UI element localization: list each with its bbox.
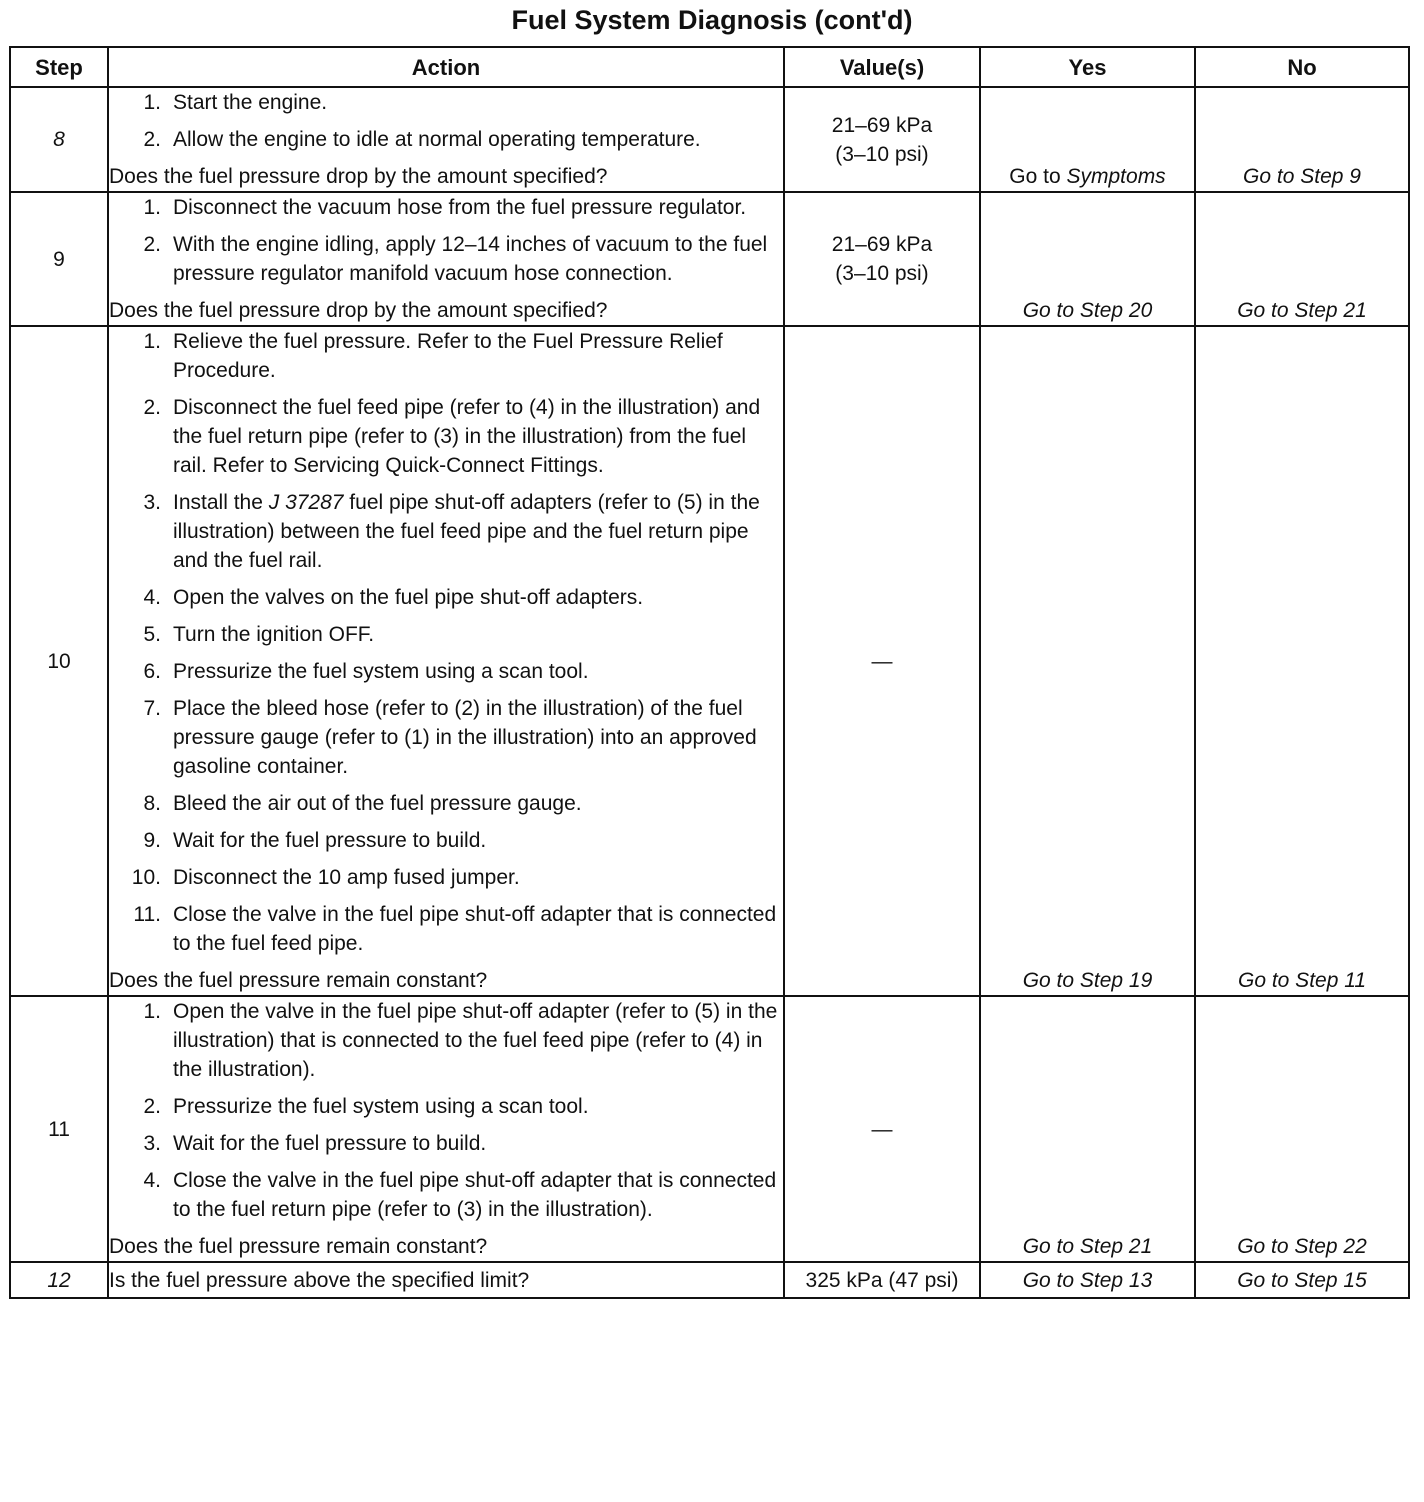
- list-item: 3. Wait for the fuel pressure to build.: [143, 1132, 487, 1155]
- no-link[interactable]: Go to Step 15: [1195, 1262, 1409, 1298]
- step-number: 8: [10, 87, 108, 192]
- table-row-step-12: [10, 1262, 1409, 1298]
- action-list: [109, 997, 783, 1224]
- table-row-step-10: [10, 326, 1409, 996]
- list-item: 5. Turn the ignition OFF.: [143, 623, 375, 646]
- value-cell: —: [784, 326, 980, 996]
- value-cell: —: [784, 996, 980, 1262]
- table-row-step-8: [10, 87, 1409, 192]
- action-list: [109, 193, 783, 288]
- table-row-step-9: [10, 192, 1409, 326]
- header-yes: Yes: [980, 47, 1195, 87]
- value-cell: 21–69 kPa (3–10 psi): [784, 192, 980, 326]
- list-item: 4. Close the valve in the fuel pipe shut-off adapter that is connected to the fuel return pipe (refer to (3) in the illustration).: [143, 1169, 777, 1221]
- action-cell: [108, 87, 784, 192]
- table-header-row: [10, 47, 1409, 87]
- header-value: Value(s): [784, 47, 980, 87]
- question: Is the fuel pressure above the specified limit?: [108, 1262, 784, 1298]
- tool-number: J 37287: [268, 491, 344, 514]
- action-cell: [108, 996, 784, 1262]
- list-item: 1. Open the valve in the fuel pipe shut-off adapter (refer to (5) in the illustration) that is connected to the fuel feed pipe (refer to (4) in the illustration).: [143, 1000, 778, 1081]
- no-link[interactable]: Go to Step 9: [1195, 87, 1409, 192]
- action-list: [109, 88, 783, 154]
- list-item: 7. Place the bleed hose (refer to (2) in the illustration) of the fuel pressure gauge (refer to (1) in the illustration) into an approved gasoline container.: [143, 697, 757, 778]
- list-item: 8. Bleed the air out of the fuel pressure gauge.: [143, 792, 582, 815]
- question: Does the fuel pressure remain constant?: [109, 1235, 488, 1258]
- list-item: 1. Start the engine.: [143, 91, 328, 114]
- step-number: 9: [10, 192, 108, 326]
- list-item: 11. Close the valve in the fuel pipe shut-off adapter that is connected to the fuel feed pipe.: [133, 903, 777, 955]
- yes-link[interactable]: Go to Step 13: [980, 1262, 1195, 1298]
- step-number: 10: [10, 326, 108, 996]
- list-item: 2. Disconnect the fuel feed pipe (refer to (4) in the illustration) and the fuel return pipe (refer to (3) in the illustration) from the fuel rail. Refer to Servicing Quick-Connect Fittings.: [143, 396, 761, 477]
- list-item: 6. Pressurize the fuel system using a scan tool.: [143, 660, 589, 683]
- yes-link[interactable]: Go to Step 20: [980, 192, 1195, 326]
- diagnosis-table: [9, 46, 1410, 1299]
- header-step: Step: [10, 47, 108, 87]
- question: Does the fuel pressure drop by the amount specified?: [109, 299, 608, 322]
- yes-link[interactable]: Go to Step 19: [980, 326, 1195, 996]
- list-item: 1. Disconnect the vacuum hose from the fuel pressure regulator.: [143, 196, 747, 219]
- list-item: 2. With the engine idling, apply 12–14 inches of vacuum to the fuel pressure regulator manifold vacuum hose connection.: [143, 233, 768, 285]
- question: Does the fuel pressure drop by the amount specified?: [109, 165, 608, 188]
- header-action: Action: [108, 47, 784, 87]
- no-link[interactable]: Go to Step 11: [1195, 326, 1409, 996]
- list-item: 9. Wait for the fuel pressure to build.: [143, 829, 487, 852]
- list-item: 1. Relieve the fuel pressure. Refer to the Fuel Pressure Relief Procedure.: [143, 330, 723, 382]
- list-item: 3. Install the J 37287 fuel pipe shut-off adapters (refer to (5) in the illustration) between the fuel feed pipe and the fuel return pipe and the fuel rail.: [143, 491, 760, 572]
- step-number: 12: [10, 1262, 108, 1298]
- value-cell: 21–69 kPa (3–10 psi): [784, 87, 980, 192]
- header-no: No: [1195, 47, 1409, 87]
- list-item: 2. Pressurize the fuel system using a scan tool.: [143, 1095, 589, 1118]
- step-number: 11: [10, 996, 108, 1262]
- action-cell: [108, 192, 784, 326]
- no-link[interactable]: Go to Step 22: [1195, 996, 1409, 1262]
- list-item: 10. Disconnect the 10 amp fused jumper.: [131, 866, 520, 889]
- list-item: 2. Allow the engine to idle at normal operating temperature.: [143, 128, 701, 151]
- yes-link[interactable]: Go to Step 21: [980, 996, 1195, 1262]
- yes-link[interactable]: Go to Symptoms: [980, 87, 1195, 192]
- page-title: Fuel System Diagnosis (cont'd): [511, 5, 913, 35]
- value-cell: 325 kPa (47 psi): [784, 1262, 980, 1298]
- action-cell: [108, 326, 784, 996]
- list-item: 4. Open the valves on the fuel pipe shut-off adapters.: [143, 586, 644, 609]
- question: Does the fuel pressure remain constant?: [109, 969, 488, 992]
- no-link[interactable]: Go to Step 21: [1195, 192, 1409, 326]
- table-row-step-11: [10, 996, 1409, 1262]
- action-list: [109, 327, 783, 958]
